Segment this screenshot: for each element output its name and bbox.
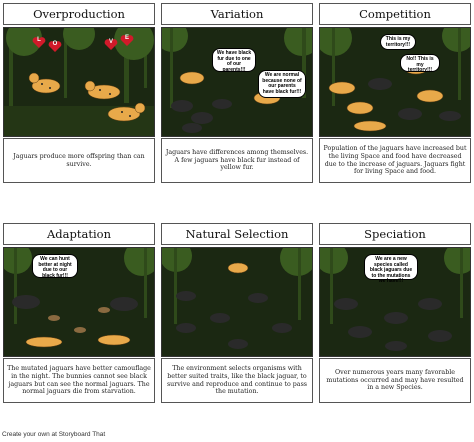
scene-image xyxy=(3,27,155,137)
panel-title: Speciation xyxy=(319,223,471,245)
scene-image xyxy=(319,27,471,137)
scene-image xyxy=(319,247,471,357)
heart-icon xyxy=(104,38,118,51)
heart-letter: V xyxy=(108,39,113,45)
panel-caption: Over numerous years many favorable mutations occurred and may have resulted in a new Species. xyxy=(319,358,471,403)
scene-image xyxy=(161,247,313,357)
speech-bubble: No!! This is my territory!!! xyxy=(400,54,440,72)
speech-bubble: This is my territory!!! xyxy=(380,34,416,50)
scene-image xyxy=(3,247,155,357)
footer-credit[interactable]: Create your own at Storyboard That xyxy=(2,431,106,438)
heart-letter: L xyxy=(37,37,41,43)
heart-icon xyxy=(48,40,62,53)
panel-caption: The environment selects organisms with better suited traits, like the black jaguar, to survive and reproduce and continue to pass the mutation. xyxy=(161,358,313,403)
heart-letter: O xyxy=(52,41,58,47)
panel-title: Adaptation xyxy=(3,223,155,245)
panel-caption: Population of the jaguars have increased but the living Space and food have decreased due to the increase of jaguars. Jaguars fight for living Space and food. xyxy=(319,138,471,183)
panel-caption: The mutated jaguars have better camouflage in the night. The bunnies cannot see black jaguars but can see the normal jaguars. The normal jaguars die from starvation. xyxy=(3,358,155,403)
speech-bubble: We are a new species called black jaguars due to the mutations we have!!! xyxy=(364,254,418,280)
panel-title: Competition xyxy=(319,3,471,25)
speech-bubble: We are normal because none of our parents have black fur!!! xyxy=(258,70,306,98)
panel-title: Natural Selection xyxy=(161,223,313,245)
heart-icon xyxy=(120,34,134,47)
speech-bubble: We have black fur due to one of our parents!!! xyxy=(212,48,256,72)
panel-caption: Jaguars produce more offspring than can survive. xyxy=(3,138,155,183)
speech-bubble: We can hunt better at night due to our black fur!!! xyxy=(32,254,78,278)
scene-illustration xyxy=(4,248,155,357)
scene-image xyxy=(161,27,313,137)
panel-title: Variation xyxy=(161,3,313,25)
heart-letter: E xyxy=(124,35,129,41)
scene-illustration xyxy=(162,248,313,357)
panel-title: Overproduction xyxy=(3,3,155,25)
heart-icon xyxy=(32,36,46,49)
panel-caption: Jaguars have differences among themselves. A few jaguars have black fur instead of yellow fur. xyxy=(161,138,313,183)
